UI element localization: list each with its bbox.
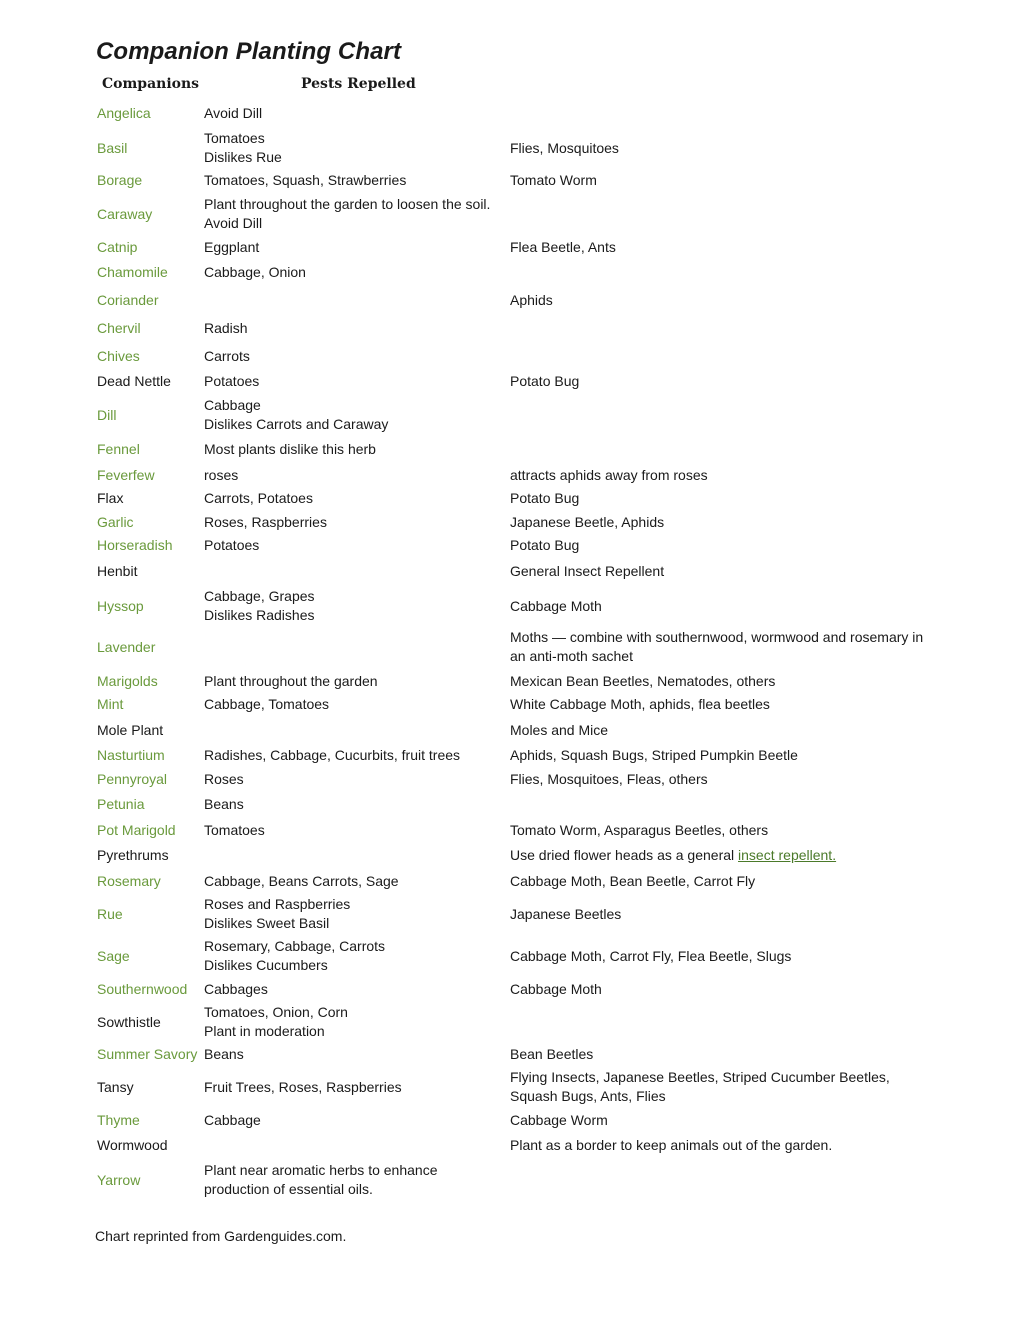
pests-cell	[510, 440, 940, 459]
pests-cell	[510, 587, 940, 625]
pests-cell	[510, 795, 940, 814]
companions-cell	[204, 587, 504, 625]
companions-cell	[204, 396, 504, 434]
table-row	[0, 980, 1024, 999]
plant-name: Tansy	[97, 1078, 134, 1095]
plant-name: Catnip	[97, 239, 138, 255]
companions-cell	[204, 1045, 504, 1064]
table-row	[0, 821, 1024, 840]
pests-cell	[510, 513, 940, 532]
table-row	[0, 171, 1024, 190]
table-row	[0, 1161, 1024, 1199]
table-row	[0, 895, 1024, 933]
companions-cell	[204, 937, 504, 975]
table-row	[0, 846, 1024, 865]
cell-line: Beans	[204, 1046, 244, 1062]
cell-line: Moles and Mice	[510, 722, 609, 738]
companions-cell	[204, 1003, 504, 1041]
table-row	[0, 347, 1024, 366]
pests-cell	[510, 1136, 940, 1155]
table-row	[0, 587, 1024, 625]
cell-line: Tomatoes	[204, 130, 265, 146]
cell-line: Plant near aromatic herbs to enhance	[204, 1162, 438, 1178]
plant-name: Sage	[97, 947, 130, 964]
plant-name: Dill	[97, 406, 117, 423]
plant-name: Pyrethrums	[97, 847, 169, 863]
companions-cell	[204, 195, 504, 233]
companions-cell	[204, 672, 504, 691]
table-row	[0, 1045, 1024, 1064]
table-row	[0, 628, 1024, 666]
cell-line: Tomatoes, Squash, Strawberries	[204, 172, 407, 188]
plant-name: Yarrow	[97, 1171, 141, 1188]
pests-cell	[510, 171, 940, 190]
table-row	[0, 440, 1024, 459]
companions-cell	[204, 291, 504, 310]
plant-name: Nasturtium	[97, 747, 165, 763]
pests-cell	[510, 489, 940, 508]
companions-cell	[204, 1161, 504, 1199]
cell-line: Potato Bug	[510, 537, 580, 553]
cell-line: Cabbage, Tomatoes	[204, 696, 330, 712]
cell-line: Radish	[204, 320, 248, 336]
cell-line: Roses and Raspberries	[204, 896, 351, 912]
companions-cell	[204, 372, 504, 391]
plant-name: Thyme	[97, 1112, 140, 1128]
cell-line: General Insect Repellent	[510, 563, 665, 579]
pests-cell	[510, 628, 940, 666]
pests-cell	[510, 980, 940, 999]
pests-cell	[510, 263, 940, 282]
pests-cell	[510, 396, 940, 434]
pests-cell	[510, 1111, 940, 1130]
plant-name: Chamomile	[97, 264, 168, 280]
companions-cell	[204, 628, 504, 666]
cell-line: Tomatoes	[204, 822, 265, 838]
table-row	[0, 695, 1024, 714]
cell-line: Carrots	[204, 348, 250, 364]
cell-line: Cabbage Moth	[510, 597, 602, 614]
pests-cell	[510, 466, 940, 485]
companions-cell	[204, 1068, 504, 1106]
cell-line: Cabbage	[204, 397, 261, 413]
pests-cell	[510, 291, 940, 310]
cell-line: Cabbage Worm	[510, 1112, 608, 1128]
plant-name: Lavender	[97, 638, 156, 655]
table-row	[0, 513, 1024, 532]
table-row	[0, 672, 1024, 691]
cell-line: Tomato Worm	[510, 172, 597, 188]
cell-line: Japanese Beetle, Aphids	[510, 514, 665, 530]
cell-line: Aphids	[510, 292, 553, 308]
pests-cell	[510, 672, 940, 691]
table-row	[0, 104, 1024, 123]
plant-name: Coriander	[97, 292, 159, 308]
companions-cell	[204, 872, 504, 891]
plant-name: Henbit	[97, 563, 138, 579]
pests-cell	[510, 937, 940, 975]
companions-cell	[204, 536, 504, 555]
plant-name: Feverfew	[97, 467, 155, 483]
cell-line: Avoid Dill	[204, 105, 263, 121]
table-row	[0, 770, 1024, 789]
pests-cell	[510, 746, 940, 765]
cell-line: an anti-moth sachet	[510, 648, 633, 664]
cell-line: Cabbage	[204, 1112, 261, 1128]
companions-cell	[204, 440, 504, 459]
cell-line: Flies, Mosquitoes, Fleas, others	[510, 771, 708, 787]
cell-line: Cabbages	[204, 981, 268, 997]
source-credit: Chart reprinted from Gardenguides.com.	[95, 1228, 347, 1244]
cell-line: Beans	[204, 796, 244, 812]
pests-cell	[510, 238, 940, 257]
cell-line: Cabbage, Grapes	[204, 588, 315, 604]
table-row	[0, 238, 1024, 257]
plant-name: Pot Marigold	[97, 822, 176, 838]
companions-cell	[204, 895, 504, 933]
table-row	[0, 129, 1024, 167]
cell-line: Radishes, Cabbage, Cucurbits, fruit trees	[204, 747, 461, 763]
cell-line: Tomatoes, Onion, Corn	[204, 1004, 348, 1020]
plant-name: Mole Plant	[97, 722, 164, 738]
table-row	[0, 746, 1024, 765]
cell-line: Dislikes Carrots and Caraway	[204, 416, 389, 432]
companions-cell	[204, 695, 504, 714]
companions-cell	[204, 466, 504, 485]
pests-cell	[510, 821, 940, 840]
companions-cell	[204, 104, 504, 123]
table-row	[0, 937, 1024, 975]
cell-line: Flies, Mosquitoes	[510, 139, 619, 156]
cell-line: Roses, Raspberries	[204, 514, 327, 530]
cell-line: Dislikes Cucumbers	[204, 957, 328, 973]
plant-name: Chives	[97, 348, 140, 364]
cell-line	[510, 846, 836, 865]
companions-cell	[204, 489, 504, 508]
table-row	[0, 372, 1024, 391]
plant-name: Caraway	[97, 205, 153, 222]
table-row	[0, 795, 1024, 814]
cell-line: Potato Bug	[510, 373, 580, 389]
cell-line: Plant as a border to keep animals out of the garden.	[510, 1137, 833, 1153]
plant-name: Summer Savory	[97, 1046, 198, 1062]
pests-cell	[510, 319, 940, 338]
pests-cell	[510, 372, 940, 391]
cell-line: Dislikes Sweet Basil	[204, 915, 330, 931]
companions-cell	[204, 171, 504, 190]
table-row	[0, 1068, 1024, 1106]
cell-line: Aphids, Squash Bugs, Striped Pumpkin Beetle	[510, 747, 798, 763]
cell-line: Roses	[204, 771, 244, 787]
plant-name: Horseradish	[97, 537, 173, 553]
plant-name: Basil	[97, 139, 128, 156]
companions-cell	[204, 238, 504, 257]
plant-name: Hyssop	[97, 597, 144, 614]
table-row	[0, 536, 1024, 555]
cell-line: Plant throughout the garden to loosen the soil.	[204, 196, 491, 212]
companions-cell	[204, 319, 504, 338]
pests-cell	[510, 695, 940, 714]
cell-line: Cabbage, Onion	[204, 264, 306, 280]
cell-line: Potatoes	[204, 537, 260, 553]
table-row	[0, 263, 1024, 282]
pests-cell	[510, 1161, 940, 1199]
table-row	[0, 872, 1024, 891]
table-row	[0, 562, 1024, 581]
companions-cell	[204, 980, 504, 999]
companions-cell	[204, 746, 504, 765]
companions-cell	[204, 347, 504, 366]
pests-cell	[510, 770, 940, 789]
plant-name: Chervil	[97, 320, 141, 336]
companions-cell	[204, 1111, 504, 1130]
pests-cell	[510, 895, 940, 933]
cell-line: Eggplant	[204, 239, 260, 255]
page-title: Companion Planting Chart	[96, 38, 402, 65]
cell-line: Bean Beetles	[510, 1046, 594, 1062]
cell-line: Cabbage, Beans Carrots, Sage	[204, 873, 399, 889]
table-row	[0, 489, 1024, 508]
cell-line: Cabbage Moth	[510, 981, 602, 997]
table-row	[0, 466, 1024, 485]
cell-line: Potatoes	[204, 373, 260, 389]
plant-name: Wormwood	[97, 1137, 168, 1153]
pests-cell	[510, 721, 940, 740]
cell-line: Most plants dislike this herb	[204, 441, 376, 457]
cell-line: Fruit Trees, Roses, Raspberries	[204, 1078, 402, 1095]
companions-column-header: Companions	[102, 76, 200, 92]
companions-cell	[204, 770, 504, 789]
companions-cell	[204, 846, 504, 865]
pests-column-header: Pests Repelled	[301, 76, 416, 92]
plant-name: Angelica	[97, 105, 151, 121]
cell-line: Japanese Beetles	[510, 905, 622, 922]
plant-name: Marigolds	[97, 673, 158, 689]
table-row	[0, 195, 1024, 233]
cell-line: Avoid Dill	[204, 215, 263, 231]
companions-cell	[204, 795, 504, 814]
cell-line: Carrots, Potatoes	[204, 490, 313, 506]
cell-text: Use dried flower heads as a general	[510, 847, 739, 863]
companions-cell	[204, 721, 504, 740]
companions-cell	[204, 1136, 504, 1155]
cell-line: Cabbage Moth, Carrot Fly, Flea Beetle, Slugs	[510, 947, 792, 964]
cell-line: production of essential oils.	[204, 1181, 373, 1197]
companions-cell	[204, 513, 504, 532]
insect-repellent-link[interactable]: insect repellent.	[738, 847, 837, 863]
cell-line: attracts aphids away from roses	[510, 467, 708, 483]
pests-cell	[510, 846, 940, 865]
companions-cell	[204, 129, 504, 167]
companions-cell	[204, 562, 504, 581]
table-row	[0, 319, 1024, 338]
pests-cell	[510, 1068, 940, 1106]
cell-line: Moths — combine with southernwood, wormwood and rosemary in	[510, 629, 924, 645]
companions-cell	[204, 821, 504, 840]
pests-cell	[510, 872, 940, 891]
plant-name: Dead Nettle	[97, 373, 171, 389]
plant-name: Flax	[97, 490, 124, 506]
cell-line: Squash Bugs, Ants, Flies	[510, 1088, 666, 1104]
cell-line: White Cabbage Moth, aphids, flea beetles	[510, 696, 770, 712]
plant-name: Rosemary	[97, 873, 161, 889]
table-row	[0, 291, 1024, 310]
plant-name: Southernwood	[97, 981, 188, 997]
pests-cell	[510, 347, 940, 366]
cell-line: Rosemary, Cabbage, Carrots	[204, 938, 386, 954]
cell-line: roses	[204, 467, 239, 483]
cell-line: Dislikes Rue	[204, 149, 282, 165]
table-row	[0, 1111, 1024, 1130]
plant-name: Petunia	[97, 796, 145, 812]
cell-line: Tomato Worm, Asparagus Beetles, others	[510, 822, 769, 838]
cell-line: Plant in moderation	[204, 1023, 325, 1039]
cell-line: Flying Insects, Japanese Beetles, Striped Cucumber Beetles,	[510, 1069, 890, 1085]
table-row	[0, 721, 1024, 740]
plant-name: Sowthistle	[97, 1013, 161, 1030]
plant-name: Pennyroyal	[97, 771, 168, 787]
plant-name: Garlic	[97, 514, 134, 530]
pests-cell	[510, 1003, 940, 1041]
cell-line: Plant throughout the garden	[204, 673, 378, 689]
table-row	[0, 1003, 1024, 1041]
pests-cell	[510, 536, 940, 555]
cell-line: Potato Bug	[510, 490, 580, 506]
plant-name: Rue	[97, 905, 123, 922]
cell-line: Flea Beetle, Ants	[510, 239, 616, 255]
pests-cell	[510, 104, 940, 123]
table-row	[0, 1136, 1024, 1155]
cell-line: Cabbage Moth, Bean Beetle, Carrot Fly	[510, 873, 756, 889]
pests-cell	[510, 195, 940, 233]
table-row	[0, 396, 1024, 434]
plant-name: Borage	[97, 172, 143, 188]
plant-name: Fennel	[97, 441, 140, 457]
pests-cell	[510, 129, 940, 167]
plant-name: Mint	[97, 696, 124, 712]
companions-cell	[204, 263, 504, 282]
cell-line: Mexican Bean Beetles, Nematodes, others	[510, 673, 776, 689]
pests-cell	[510, 562, 940, 581]
pests-cell	[510, 1045, 940, 1064]
cell-line: Dislikes Radishes	[204, 607, 315, 623]
